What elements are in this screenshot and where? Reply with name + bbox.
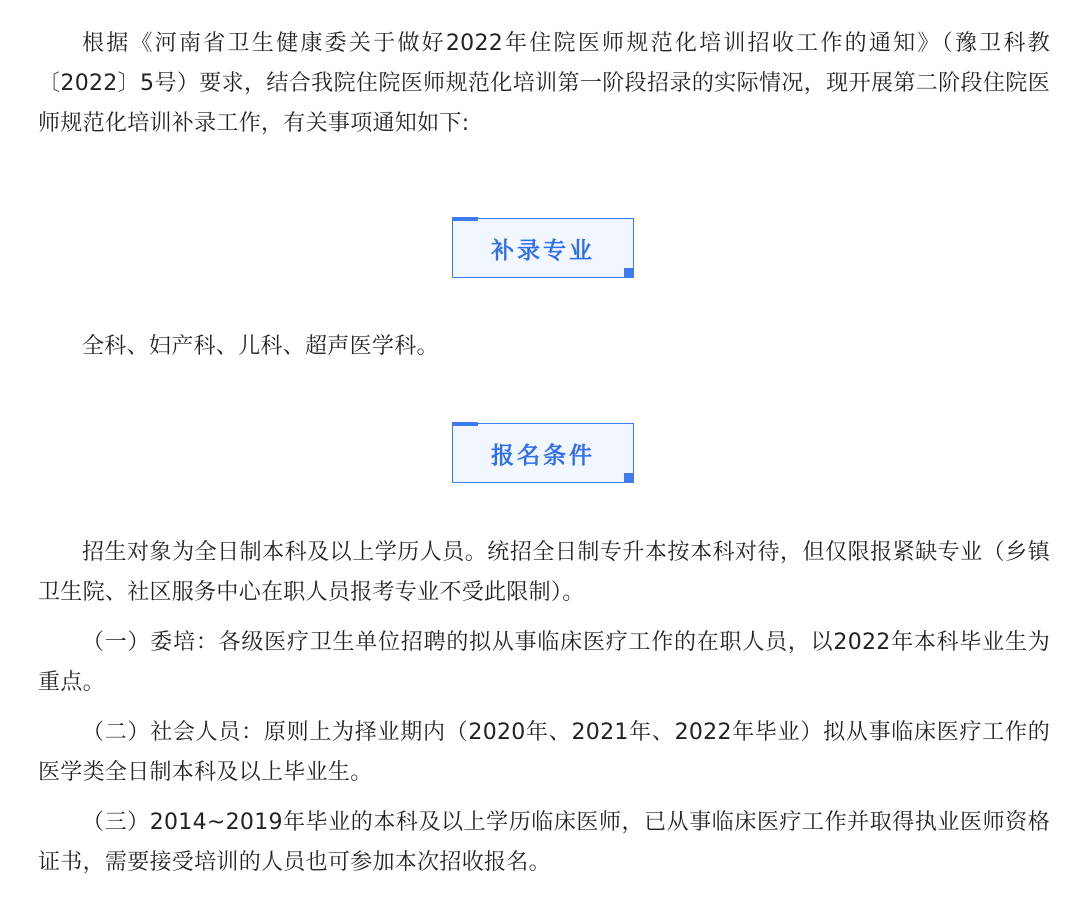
- tag-accent-bar: [452, 422, 478, 426]
- section-title: 报名条件: [491, 442, 595, 469]
- section-tag-specialties: [452, 218, 634, 278]
- requirement-paragraph: （三）2014~2019年毕业的本科及以上学历临床医师，已从事临床医疗工作并取得执业医师资格证书，需要接受培训的人员也可参加本次招收报名。: [38, 810, 1050, 875]
- requirement-paragraph: （二）社会人员：原则上为择业期内（2020年、2021年、2022年毕业）拟从事临床医疗工作的医学类全日制本科及以上毕业生。: [38, 720, 1050, 785]
- section-tag-requirements: [452, 423, 634, 483]
- requirement-paragraph: （一）委培：各级医疗卫生单位招聘的拟从事临床医疗工作的在职人员，以2022年本科毕业生为重点。: [38, 630, 1050, 695]
- tag-accent-bar: [452, 217, 478, 221]
- intro-paragraph: 根据《河南省卫生健康委关于做好2022年住院医师规范化培训招收工作的通知》（豫卫科教〔2022〕5号）要求，结合我院住院医师规范化培训第一阶段招录的实际情况，现开展第二阶段住院医师规范化培训补录工作，有关事项通知如下:: [38, 31, 1050, 136]
- requirement-paragraph: 招生对象为全日制本科及以上学历人员。统招全日制专升本按本科对待，但仅限报紧缺专业（乡镇卫生院、社区服务中心在职人员报考专业不受此限制）。: [38, 540, 1050, 605]
- tag-corner-square: [624, 268, 634, 278]
- section-title: 补录专业: [491, 237, 595, 264]
- tag-corner-square: [624, 473, 634, 483]
- specialties-list: 全科、妇产科、儿科、超声医学科。: [82, 334, 439, 359]
